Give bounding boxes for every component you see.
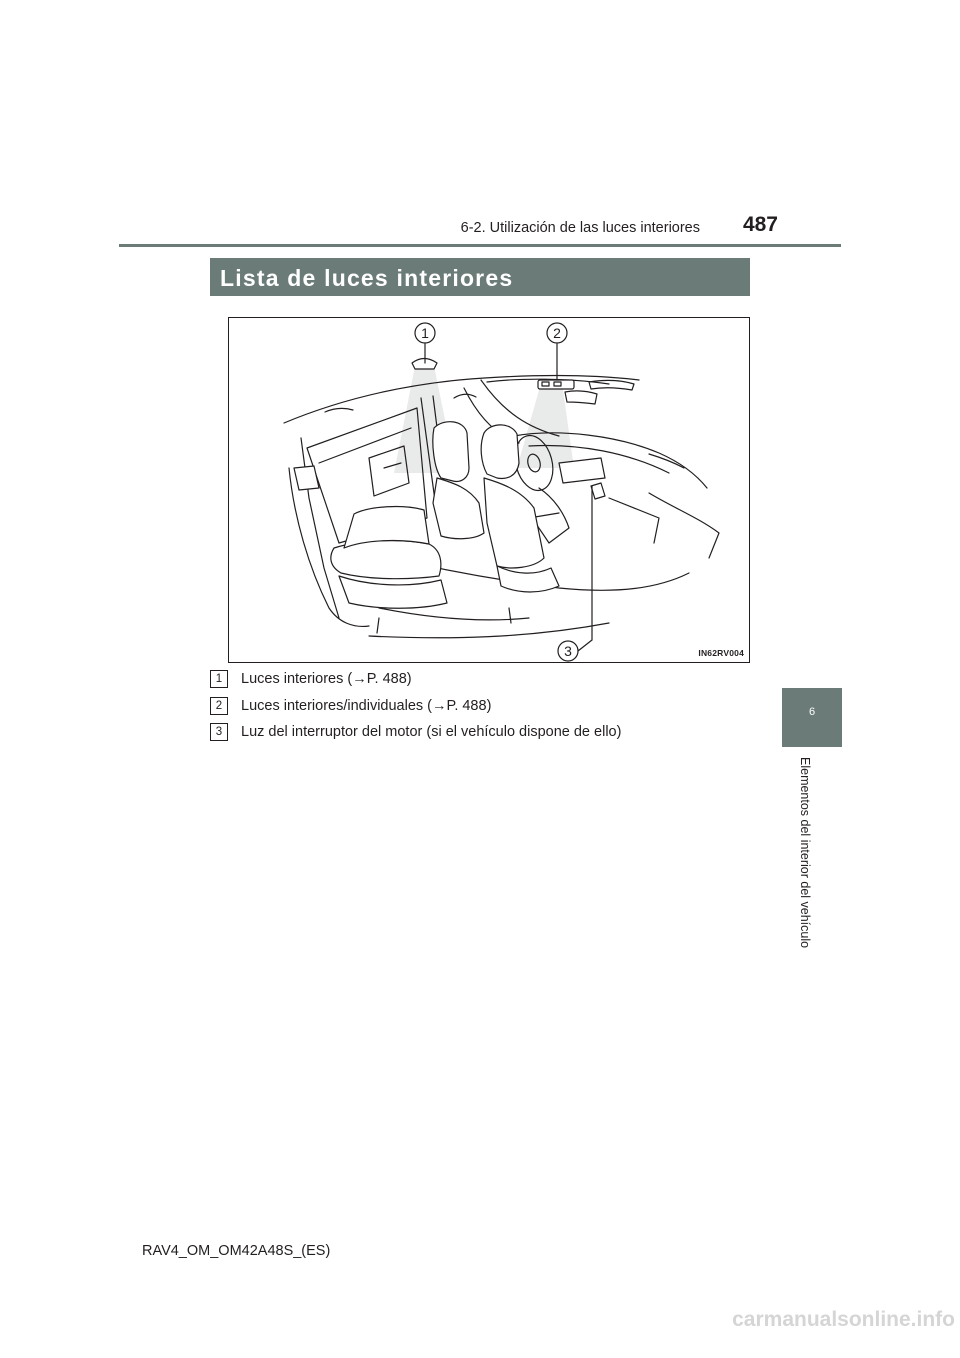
legend-text: Luces interiores/individuales (→P. 488) [241,698,492,714]
chapter-tab [782,688,842,747]
footer-doc-code: RAV4_OM_OM42A48S_(ES) [142,1243,331,1259]
car-interior-figure [228,317,750,663]
callout-2: 2 [553,325,561,341]
legend-number: 1 [210,670,228,688]
legend-number: 3 [210,723,228,741]
header-section-title: 6-2. Utilización de las luces interiores [460,220,700,236]
legend-text: Luces interiores (→P. 488) [241,671,412,687]
watermark: carmanualsonline.info [732,1308,955,1331]
callout-3: 3 [564,643,572,659]
section-title: Lista de luces interiores [220,265,514,291]
chapter-number: 6 [808,706,816,718]
legend-text: Luz del interruptor del motor (si el vehículo dispone de ello) [241,724,622,740]
page-number: 487 [742,213,778,236]
header-rule [119,244,841,247]
chapter-title: Elementos del interior del vehículo [798,757,812,949]
figure-code: IN62RV004 [698,648,744,658]
legend-number: 2 [210,697,228,715]
section-title-bar [210,258,750,296]
car-interior-illustration [229,318,750,663]
callout-1: 1 [421,325,429,341]
